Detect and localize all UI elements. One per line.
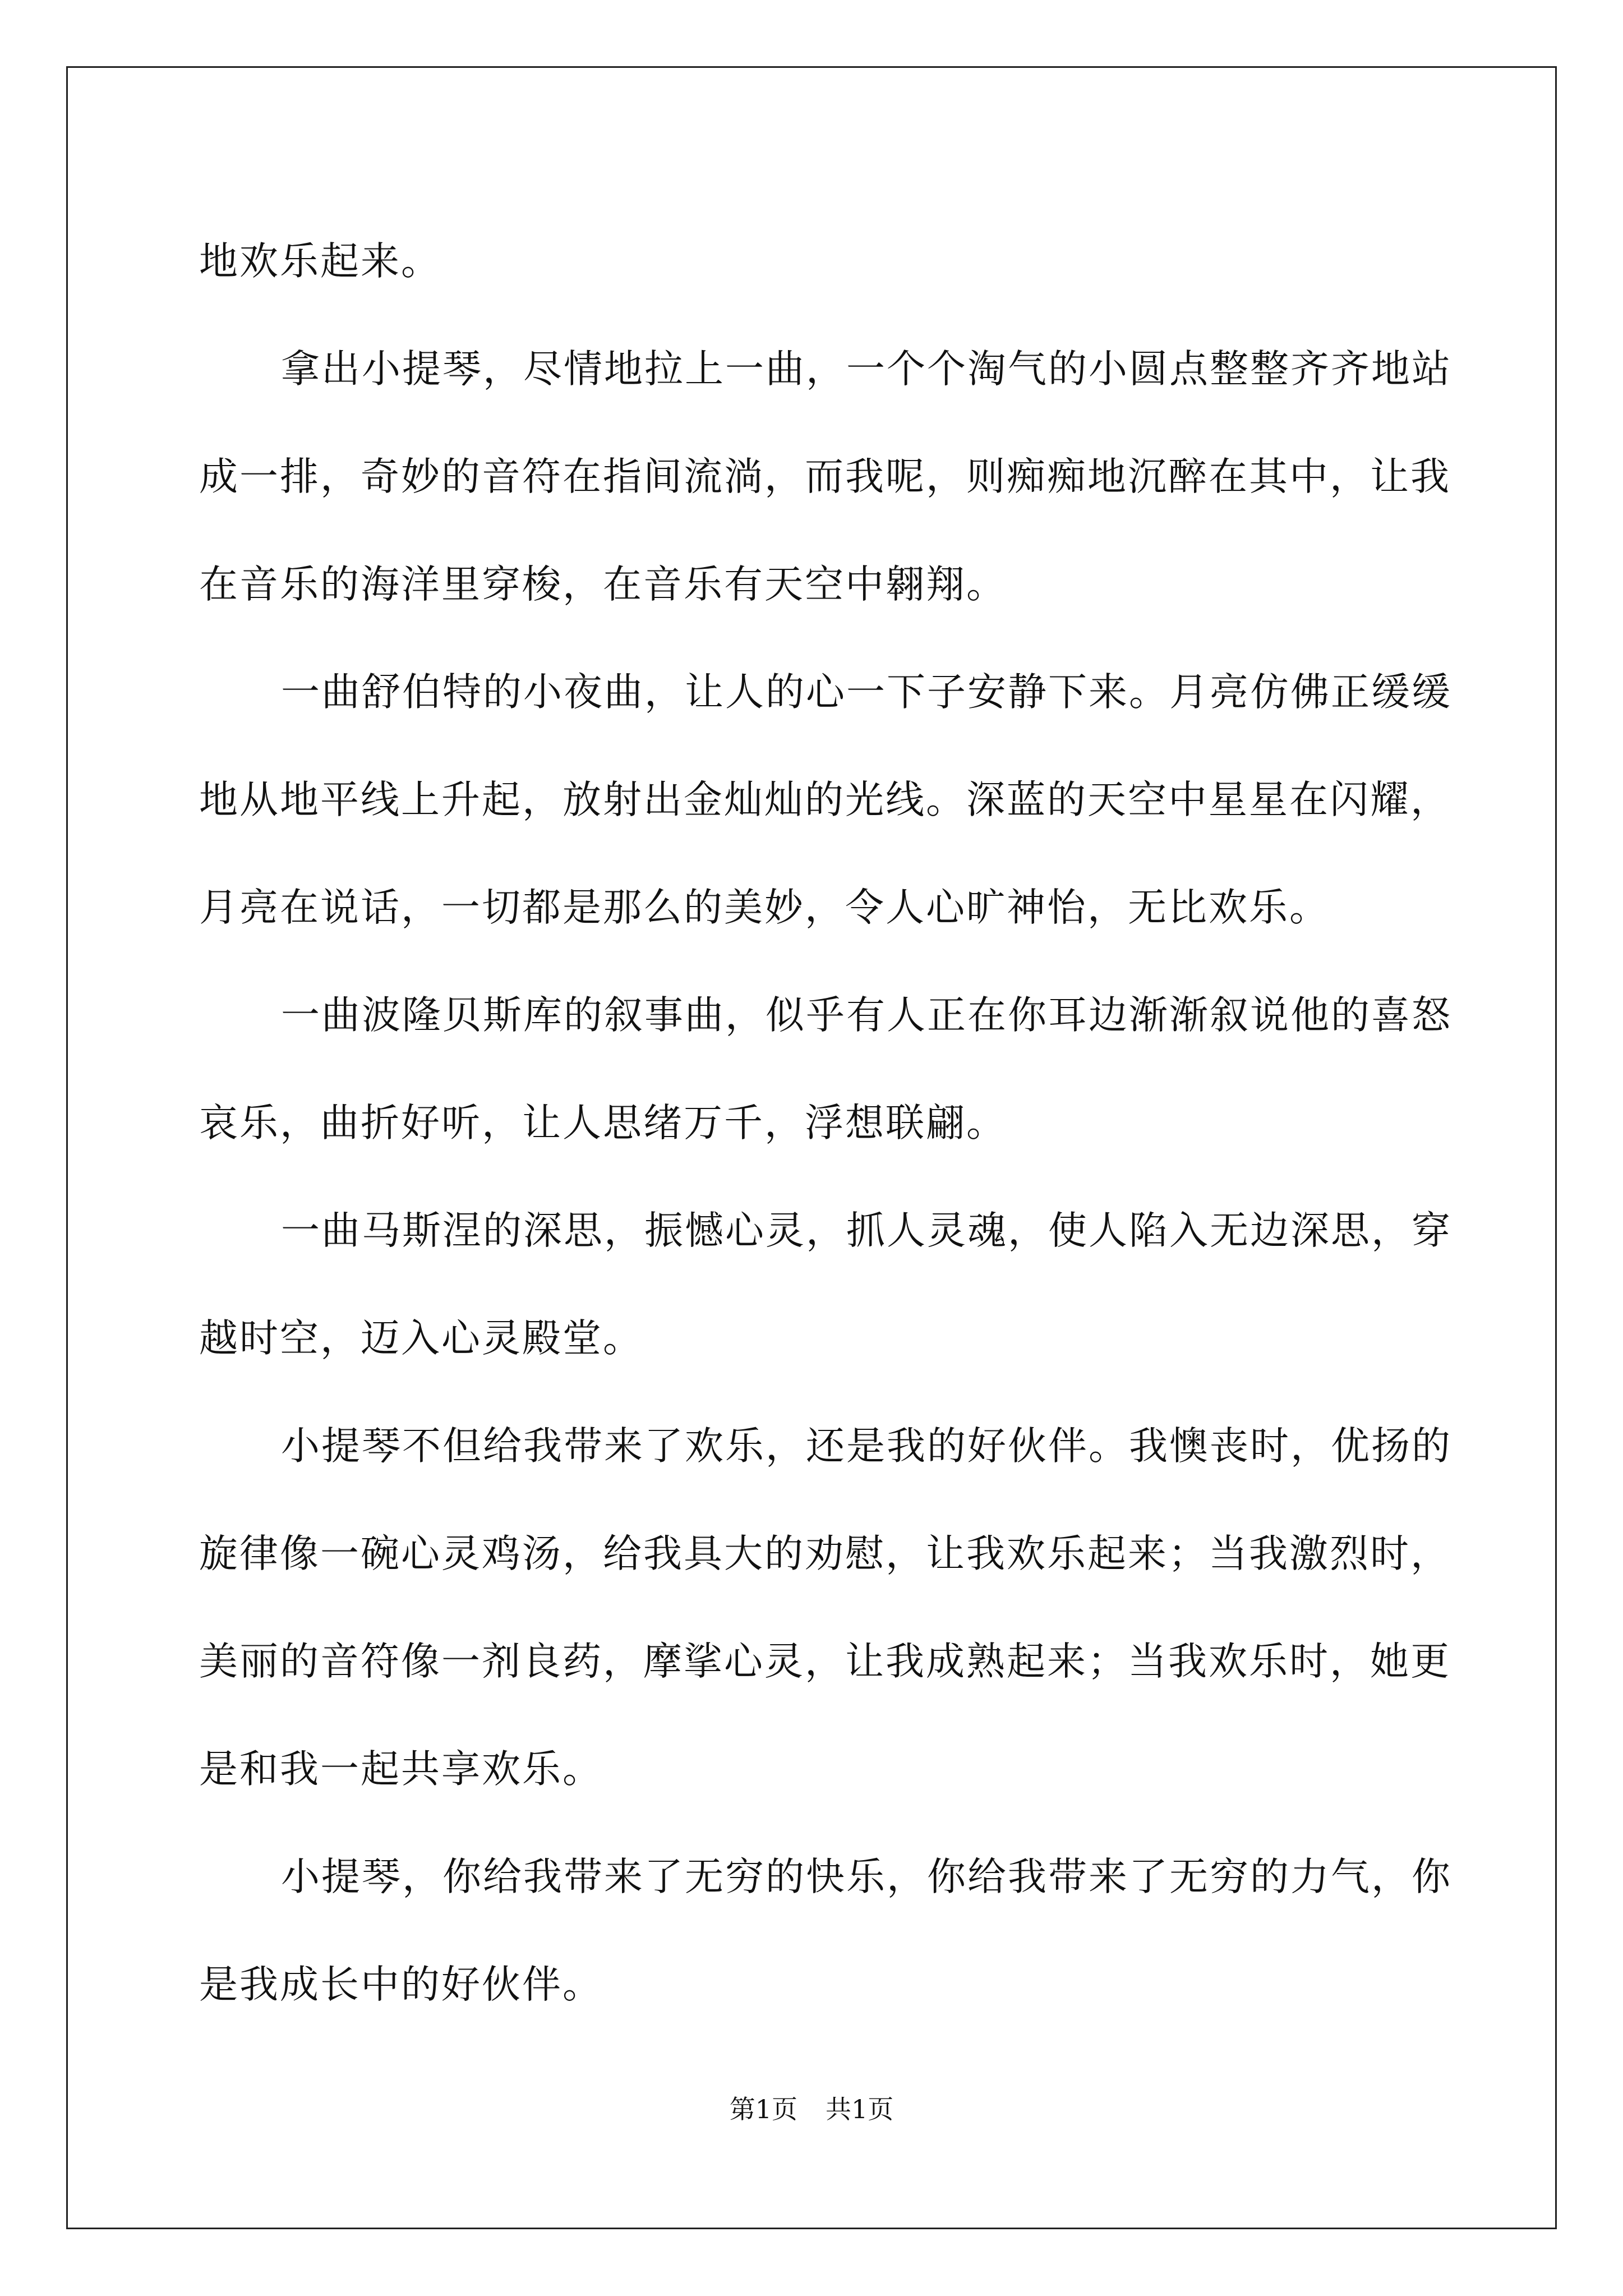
paragraph-6: 小提琴不但给我带来了欢乐，还是我的好伙伴。我懊丧时，优扬的旋律像一碗心灵鸡汤，给我具大的劝慰，让我欢乐起来；当我激烈时，美丽的音符像一剂良药，摩挲心灵，让我成熟起来；当我欢乐时，她更是和我一起共享欢乐。 bbox=[199, 1424, 1452, 1792]
paragraph-3: 一曲舒伯特的小夜曲，让人的心一下子安静下来。月亮仿佛正缓缓地从地平线上升起，放射出金灿灿的光线。深蓝的天空中星星在闪耀，月亮在说话，一切都是那么的美妙，令人心旷神怡，无比欢乐。 bbox=[199, 670, 1452, 930]
page-footer bbox=[0, 2092, 1623, 2126]
paragraph-1: 地欢乐起来。 bbox=[199, 239, 441, 284]
paragraph-5: 一曲马斯涅的深思，振憾心灵，抓人灵魂，使人陷入无边深思，穿越时空，迈入心灵殿堂。 bbox=[199, 1208, 1452, 1361]
page-total: 共1页 bbox=[826, 2094, 894, 2124]
document-body bbox=[199, 208, 1467, 2039]
page-number: 第1页 bbox=[729, 2094, 797, 2124]
paragraph-7: 小提琴，你给我带来了无穷的快乐，你给我带来了无穷的力气，你是我成长中的好伙伴。 bbox=[199, 1855, 1452, 2007]
paragraph-2: 拿出小提琴，尽情地拉上一曲，一个个淘气的小圆点整整齐齐地站成一排，奇妙的音符在指间流淌，而我呢，则痴痴地沉醉在其中，让我在音乐的海洋里穿梭，在音乐有天空中翱翔。 bbox=[199, 347, 1452, 607]
paragraph-4: 一曲波隆贝斯库的叙事曲，似乎有人正在你耳边渐渐叙说他的喜怒哀乐，曲折好听，让人思绪万千，浮想联翩。 bbox=[199, 993, 1452, 1145]
